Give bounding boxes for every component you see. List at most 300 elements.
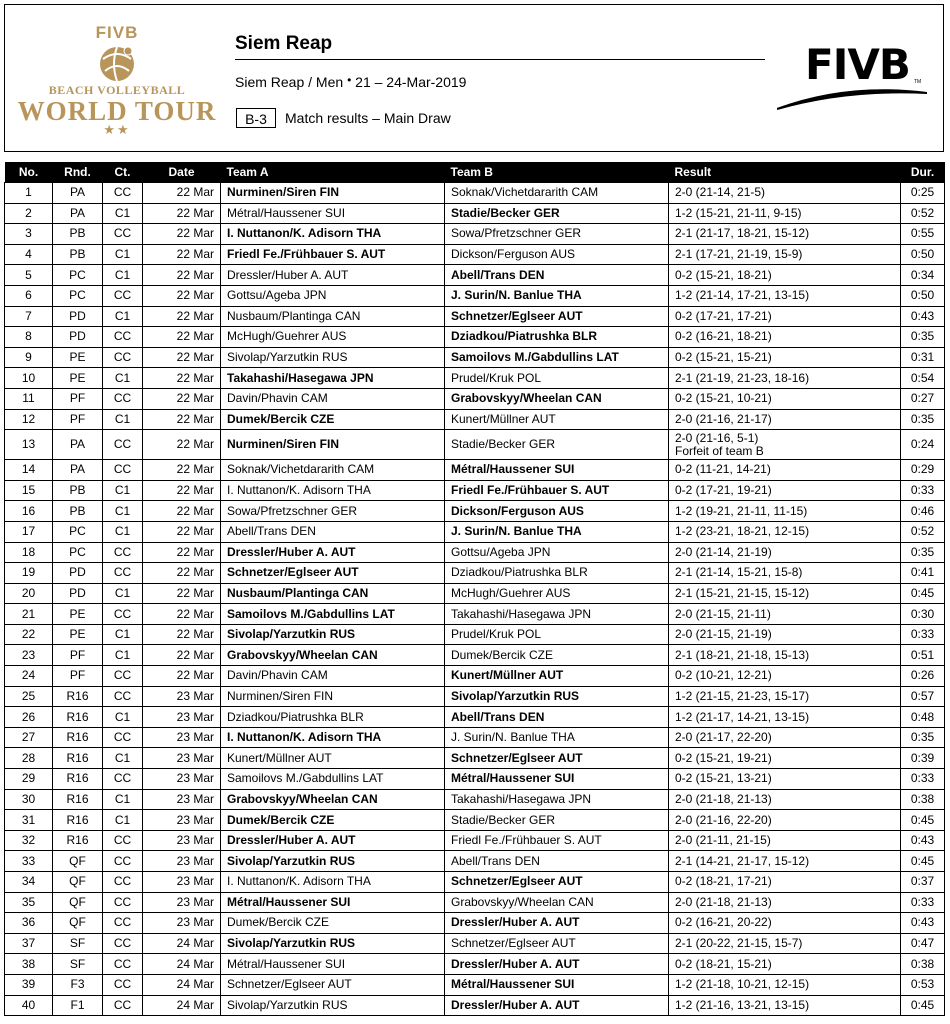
cell-team-a: Davin/Phavin CAM (221, 388, 445, 409)
cell-team-a: Dumek/Bercik CZE (221, 810, 445, 831)
cell-date: 22 Mar (143, 521, 221, 542)
cell-court: C1 (103, 521, 143, 542)
cell-duration: 0:39 (901, 748, 945, 769)
cell-court: CC (103, 851, 143, 872)
cell-result: 1-2 (21-16, 13-21, 13-15) (669, 995, 901, 1016)
cell-team-a: I. Nuttanon/K. Adisorn THA (221, 480, 445, 501)
cell-duration: 0:53 (901, 974, 945, 995)
cell-team-b: Abell/Trans DEN (445, 851, 669, 872)
cell-date: 22 Mar (143, 430, 221, 460)
cell-result: 2-1 (14-21, 21-17, 15-12) (669, 851, 901, 872)
cell-court: C1 (103, 203, 143, 224)
event-title: Siem Reap (235, 33, 333, 54)
cell-round: QF (53, 851, 103, 872)
subtitle-bullet: • (347, 73, 352, 87)
cell-team-b: Schnetzer/Eglseer AUT (445, 872, 669, 893)
cell-team-a: I. Nuttanon/K. Adisorn THA (221, 872, 445, 893)
cell-result: 2-0 (21-16, 21-17) (669, 409, 901, 430)
cell-court: CC (103, 388, 143, 409)
table-row (5, 542, 945, 563)
cell-team-b: Grabovskyy/Wheelan CAN (445, 892, 669, 913)
cell-result: 1-2 (21-15, 21-23, 15-17) (669, 686, 901, 707)
cell-match-number: 10 (5, 368, 53, 389)
cell-result: 2-1 (21-14, 15-21, 15-8) (669, 563, 901, 584)
cell-date: 22 Mar (143, 183, 221, 204)
cell-team-a: Nurminen/Siren FIN (221, 686, 445, 707)
cell-team-a: Grabovskyy/Wheelan CAN (221, 789, 445, 810)
cell-result: 2-0 (21-15, 21-11) (669, 604, 901, 625)
cell-team-a: Sowa/Pfretzschner GER (221, 501, 445, 522)
cell-date: 22 Mar (143, 583, 221, 604)
cell-result: 0-2 (15-21, 15-21) (669, 347, 901, 368)
cell-duration: 0:45 (901, 810, 945, 831)
cell-team-b: Dressler/Huber A. AUT (445, 954, 669, 975)
cell-round: PC (53, 521, 103, 542)
cell-team-b: Abell/Trans DEN (445, 707, 669, 728)
cell-court: CC (103, 347, 143, 368)
cell-court: C1 (103, 306, 143, 327)
cell-date: 23 Mar (143, 872, 221, 893)
cell-duration: 0:51 (901, 645, 945, 666)
cell-duration: 0:38 (901, 954, 945, 975)
cell-result: 2-1 (18-21, 21-18, 15-13) (669, 645, 901, 666)
cell-team-b: Prudel/Kruk POL (445, 368, 669, 389)
cell-result: 2-0 (21-15, 21-19) (669, 624, 901, 645)
logo-fivb-small-text: FIVB (95, 23, 139, 42)
table-row (5, 347, 945, 368)
cell-team-a: McHugh/Guehrer AUS (221, 327, 445, 348)
cell-team-b: Dickson/Ferguson AUS (445, 501, 669, 522)
table-row (5, 388, 945, 409)
cell-match-number: 7 (5, 306, 53, 327)
cell-match-number: 28 (5, 748, 53, 769)
cell-round: PD (53, 563, 103, 584)
cell-match-number: 29 (5, 769, 53, 790)
cell-match-number: 25 (5, 686, 53, 707)
cell-team-a: Métral/Haussener SUI (221, 892, 445, 913)
table-row (5, 563, 945, 584)
logo-beach-volleyball-text: BEACH VOLLEYBALL (48, 83, 186, 97)
cell-court: CC (103, 563, 143, 584)
cell-court: CC (103, 542, 143, 563)
cell-duration: 0:35 (901, 727, 945, 748)
cell-court: CC (103, 872, 143, 893)
cell-team-b: Friedl Fe./Frühbauer S. AUT (445, 480, 669, 501)
cell-court: CC (103, 686, 143, 707)
cell-court: CC (103, 933, 143, 954)
cell-team-b: Takahashi/Hasegawa JPN (445, 604, 669, 625)
cell-match-number: 35 (5, 892, 53, 913)
cell-match-number: 22 (5, 624, 53, 645)
cell-result: 0-2 (15-21, 19-21) (669, 748, 901, 769)
cell-round: QF (53, 913, 103, 934)
title-divider (235, 59, 765, 60)
cell-duration: 0:27 (901, 388, 945, 409)
cell-match-number: 26 (5, 707, 53, 728)
cell-result: 0-2 (16-21, 20-22) (669, 913, 901, 934)
cell-duration: 0:45 (901, 995, 945, 1016)
cell-court: C1 (103, 645, 143, 666)
table-row (5, 244, 945, 265)
cell-team-b: Schnetzer/Eglseer AUT (445, 748, 669, 769)
cell-match-number: 8 (5, 327, 53, 348)
table-row (5, 892, 945, 913)
cell-result: 0-2 (17-21, 19-21) (669, 480, 901, 501)
table-row (5, 306, 945, 327)
cell-court: CC (103, 974, 143, 995)
cell-round: PF (53, 388, 103, 409)
cell-date: 22 Mar (143, 265, 221, 286)
cell-court: CC (103, 995, 143, 1016)
cell-team-a: Nurminen/Siren FIN (221, 430, 445, 460)
cell-court: C1 (103, 501, 143, 522)
col-header-team-a: Team A (221, 162, 445, 183)
cell-team-a: Nusbaum/Plantinga CAN (221, 306, 445, 327)
table-row (5, 183, 945, 204)
cell-round: PE (53, 347, 103, 368)
cell-round: PC (53, 285, 103, 306)
match-results-table (4, 162, 945, 1016)
table-row (5, 830, 945, 851)
cell-date: 23 Mar (143, 810, 221, 831)
document-header (4, 4, 944, 152)
cell-round: PA (53, 203, 103, 224)
cell-date: 22 Mar (143, 604, 221, 625)
table-row (5, 645, 945, 666)
cell-match-number: 34 (5, 872, 53, 893)
cell-date: 22 Mar (143, 244, 221, 265)
cell-court: C1 (103, 583, 143, 604)
cell-team-b: Dressler/Huber A. AUT (445, 913, 669, 934)
cell-result: 2-1 (15-21, 21-15, 15-12) (669, 583, 901, 604)
fivb-trademark: TM (914, 79, 922, 85)
cell-round: PE (53, 624, 103, 645)
document-title: Match results – Main Draw (285, 110, 451, 126)
cell-duration: 0:35 (901, 542, 945, 563)
cell-duration: 0:35 (901, 327, 945, 348)
cell-date: 22 Mar (143, 542, 221, 563)
cell-team-b: Schnetzer/Eglseer AUT (445, 933, 669, 954)
cell-duration: 0:33 (901, 624, 945, 645)
cell-team-b: Grabovskyy/Wheelan CAN (445, 388, 669, 409)
cell-match-number: 9 (5, 347, 53, 368)
cell-team-b: Samoilovs M./Gabdullins LAT (445, 347, 669, 368)
cell-round: SF (53, 933, 103, 954)
cell-result: 0-2 (15-21, 10-21) (669, 388, 901, 409)
cell-date: 24 Mar (143, 995, 221, 1016)
cell-duration: 0:50 (901, 285, 945, 306)
cell-court: CC (103, 285, 143, 306)
cell-team-b: Gottsu/Ageba JPN (445, 542, 669, 563)
cell-match-number: 21 (5, 604, 53, 625)
cell-court: C1 (103, 244, 143, 265)
cell-duration: 0:37 (901, 872, 945, 893)
cell-team-b: Sivolap/Yarzutkin RUS (445, 686, 669, 707)
cell-date: 22 Mar (143, 460, 221, 481)
cell-team-a: Sivolap/Yarzutkin RUS (221, 933, 445, 954)
cell-team-b: J. Surin/N. Banlue THA (445, 285, 669, 306)
cell-court: C1 (103, 409, 143, 430)
col-header-duration: Dur. (901, 162, 945, 183)
cell-court: CC (103, 327, 143, 348)
table-row (5, 707, 945, 728)
result-note: Forfeit of team B (675, 443, 764, 458)
cell-result: 2-0 (21-11, 21-15) (669, 830, 901, 851)
cell-duration: 0:45 (901, 851, 945, 872)
cell-match-number: 15 (5, 480, 53, 501)
cell-court: C1 (103, 480, 143, 501)
cell-result: 1-2 (21-14, 17-21, 13-15) (669, 285, 901, 306)
cell-result: 1-2 (21-17, 14-21, 13-15) (669, 707, 901, 728)
cell-team-a: Samoilovs M./Gabdullins LAT (221, 769, 445, 790)
cell-match-number: 4 (5, 244, 53, 265)
cell-court: C1 (103, 368, 143, 389)
cell-match-number: 16 (5, 501, 53, 522)
cell-date: 23 Mar (143, 707, 221, 728)
cell-team-a: Sivolap/Yarzutkin RUS (221, 347, 445, 368)
cell-team-a: I. Nuttanon/K. Adisorn THA (221, 727, 445, 748)
cell-court: CC (103, 430, 143, 460)
cell-date: 23 Mar (143, 727, 221, 748)
table-row (5, 851, 945, 872)
event-subtitle (235, 73, 466, 90)
cell-duration: 0:33 (901, 769, 945, 790)
cell-match-number: 20 (5, 583, 53, 604)
cell-match-number: 5 (5, 265, 53, 286)
cell-result: 0-2 (15-21, 18-21) (669, 265, 901, 286)
table-row (5, 974, 945, 995)
cell-team-a: Dressler/Huber A. AUT (221, 542, 445, 563)
cell-round: PC (53, 542, 103, 563)
cell-court: CC (103, 183, 143, 204)
cell-match-number: 36 (5, 913, 53, 934)
cell-match-number: 11 (5, 388, 53, 409)
cell-result: 2-0 (21-18, 21-13) (669, 892, 901, 913)
cell-round: PB (53, 244, 103, 265)
table-row (5, 686, 945, 707)
cell-team-a: Dressler/Huber A. AUT (221, 830, 445, 851)
cell-team-a: Samoilovs M./Gabdullins LAT (221, 604, 445, 625)
world-tour-logo (11, 21, 223, 139)
cell-duration: 0:30 (901, 604, 945, 625)
cell-team-a: Sivolap/Yarzutkin RUS (221, 851, 445, 872)
cell-team-a: Kunert/Müllner AUT (221, 748, 445, 769)
cell-round: PE (53, 604, 103, 625)
cell-duration: 0:52 (901, 521, 945, 542)
cell-date: 22 Mar (143, 224, 221, 245)
cell-team-b: McHugh/Guehrer AUS (445, 583, 669, 604)
col-header-date: Date (143, 162, 221, 183)
cell-team-b: J. Surin/N. Banlue THA (445, 521, 669, 542)
col-header-court: Ct. (103, 162, 143, 183)
cell-result: 0-2 (11-21, 14-21) (669, 460, 901, 481)
cell-round: PB (53, 480, 103, 501)
table-row (5, 995, 945, 1016)
cell-date: 24 Mar (143, 954, 221, 975)
cell-team-b: Dziadkou/Piatrushka BLR (445, 563, 669, 584)
cell-team-b: Stadie/Becker GER (445, 203, 669, 224)
cell-duration: 0:57 (901, 686, 945, 707)
cell-round: R16 (53, 789, 103, 810)
cell-round: PD (53, 583, 103, 604)
cell-round: R16 (53, 810, 103, 831)
cell-date: 22 Mar (143, 285, 221, 306)
cell-team-a: Soknak/Vichetdararith CAM (221, 460, 445, 481)
cell-team-b: Métral/Haussener SUI (445, 974, 669, 995)
cell-team-a: Sivolap/Yarzutkin RUS (221, 995, 445, 1016)
cell-round: QF (53, 892, 103, 913)
cell-duration: 0:45 (901, 583, 945, 604)
table-row (5, 727, 945, 748)
cell-round: R16 (53, 748, 103, 769)
cell-date: 22 Mar (143, 203, 221, 224)
cell-duration: 0:41 (901, 563, 945, 584)
cell-round: F3 (53, 974, 103, 995)
cell-match-number: 37 (5, 933, 53, 954)
cell-round: PF (53, 645, 103, 666)
cell-date: 22 Mar (143, 645, 221, 666)
cell-result: 2-1 (21-19, 21-23, 18-16) (669, 368, 901, 389)
cell-result: 2-0 (21-18, 21-13) (669, 789, 901, 810)
table-header-row (5, 162, 945, 183)
cell-result: 0-2 (10-21, 12-21) (669, 666, 901, 687)
event-location-gender: Siem Reap / Men (235, 74, 344, 90)
cell-match-number: 40 (5, 995, 53, 1016)
table-body (5, 183, 945, 1016)
cell-match-number: 27 (5, 727, 53, 748)
cell-team-a: Nusbaum/Plantinga CAN (221, 583, 445, 604)
table-row (5, 666, 945, 687)
document-code-box: B-3 (236, 108, 276, 128)
table-row (5, 285, 945, 306)
cell-round: SF (53, 954, 103, 975)
cell-round: PA (53, 460, 103, 481)
col-header-no: No. (5, 162, 53, 183)
cell-result: 2-0 (21-14, 21-19) (669, 542, 901, 563)
cell-team-b: Kunert/Müllner AUT (445, 409, 669, 430)
cell-team-b: Friedl Fe./Frühbauer S. AUT (445, 830, 669, 851)
cell-result: 2-1 (17-21, 21-19, 15-9) (669, 244, 901, 265)
cell-team-b: Takahashi/Hasegawa JPN (445, 789, 669, 810)
cell-result: 0-2 (15-21, 13-21) (669, 769, 901, 790)
cell-result: 0-2 (18-21, 17-21) (669, 872, 901, 893)
cell-team-b: Dickson/Ferguson AUS (445, 244, 669, 265)
cell-round: PA (53, 183, 103, 204)
cell-match-number: 13 (5, 430, 53, 460)
volleyball-player-icon (95, 43, 139, 85)
cell-team-a: I. Nuttanon/K. Adisorn THA (221, 224, 445, 245)
cell-date: 22 Mar (143, 388, 221, 409)
cell-match-number: 1 (5, 183, 53, 204)
cell-date: 23 Mar (143, 913, 221, 934)
cell-duration: 0:47 (901, 933, 945, 954)
table-row (5, 501, 945, 522)
cell-date: 22 Mar (143, 368, 221, 389)
cell-match-number: 19 (5, 563, 53, 584)
cell-duration: 0:55 (901, 224, 945, 245)
cell-round: R16 (53, 686, 103, 707)
cell-result (669, 430, 901, 460)
cell-court: CC (103, 954, 143, 975)
cell-date: 23 Mar (143, 830, 221, 851)
cell-date: 24 Mar (143, 933, 221, 954)
cell-team-a: Davin/Phavin CAM (221, 666, 445, 687)
cell-result: 2-0 (21-16, 22-20) (669, 810, 901, 831)
cell-date: 22 Mar (143, 306, 221, 327)
cell-team-b: Kunert/Müllner AUT (445, 666, 669, 687)
cell-match-number: 3 (5, 224, 53, 245)
cell-team-a: Métral/Haussener SUI (221, 954, 445, 975)
cell-round: R16 (53, 830, 103, 851)
cell-match-number: 24 (5, 666, 53, 687)
cell-result: 0-2 (17-21, 17-21) (669, 306, 901, 327)
table-row (5, 521, 945, 542)
cell-team-a: Dziadkou/Piatrushka BLR (221, 707, 445, 728)
cell-round: PA (53, 430, 103, 460)
cell-result: 1-2 (23-21, 18-21, 12-15) (669, 521, 901, 542)
cell-duration: 0:26 (901, 666, 945, 687)
cell-date: 23 Mar (143, 789, 221, 810)
cell-team-b: Métral/Haussener SUI (445, 460, 669, 481)
cell-team-b: J. Surin/N. Banlue THA (445, 727, 669, 748)
cell-team-b: Stadie/Becker GER (445, 810, 669, 831)
cell-team-a: Dressler/Huber A. AUT (221, 265, 445, 286)
cell-round: PF (53, 666, 103, 687)
cell-team-a: Dumek/Bercik CZE (221, 913, 445, 934)
cell-date: 22 Mar (143, 563, 221, 584)
cell-duration: 0:43 (901, 913, 945, 934)
cell-date: 22 Mar (143, 409, 221, 430)
cell-date: 23 Mar (143, 686, 221, 707)
cell-court: CC (103, 727, 143, 748)
cell-duration: 0:24 (901, 430, 945, 460)
cell-duration: 0:52 (901, 203, 945, 224)
cell-round: PD (53, 306, 103, 327)
cell-court: CC (103, 460, 143, 481)
cell-court: CC (103, 604, 143, 625)
cell-duration: 0:43 (901, 830, 945, 851)
cell-match-number: 39 (5, 974, 53, 995)
table-row (5, 810, 945, 831)
cell-court: CC (103, 830, 143, 851)
cell-court: CC (103, 769, 143, 790)
cell-court: CC (103, 892, 143, 913)
cell-duration: 0:38 (901, 789, 945, 810)
cell-round: R16 (53, 727, 103, 748)
cell-result: 2-0 (21-17, 22-20) (669, 727, 901, 748)
cell-duration: 0:35 (901, 409, 945, 430)
cell-result: 1-2 (21-18, 10-21, 12-15) (669, 974, 901, 995)
table-row (5, 460, 945, 481)
cell-match-number: 31 (5, 810, 53, 831)
cell-duration: 0:54 (901, 368, 945, 389)
cell-round: PB (53, 224, 103, 245)
cell-date: 22 Mar (143, 624, 221, 645)
cell-team-b: Schnetzer/Eglseer AUT (445, 306, 669, 327)
cell-duration: 0:33 (901, 480, 945, 501)
cell-date: 24 Mar (143, 974, 221, 995)
cell-round: PF (53, 409, 103, 430)
cell-match-number: 38 (5, 954, 53, 975)
cell-match-number: 32 (5, 830, 53, 851)
cell-duration: 0:48 (901, 707, 945, 728)
cell-match-number: 17 (5, 521, 53, 542)
cell-duration: 0:43 (901, 306, 945, 327)
cell-result: 2-1 (21-17, 18-21, 15-12) (669, 224, 901, 245)
cell-team-a: Métral/Haussener SUI (221, 203, 445, 224)
col-header-round: Rnd. (53, 162, 103, 183)
cell-team-a: Dumek/Bercik CZE (221, 409, 445, 430)
